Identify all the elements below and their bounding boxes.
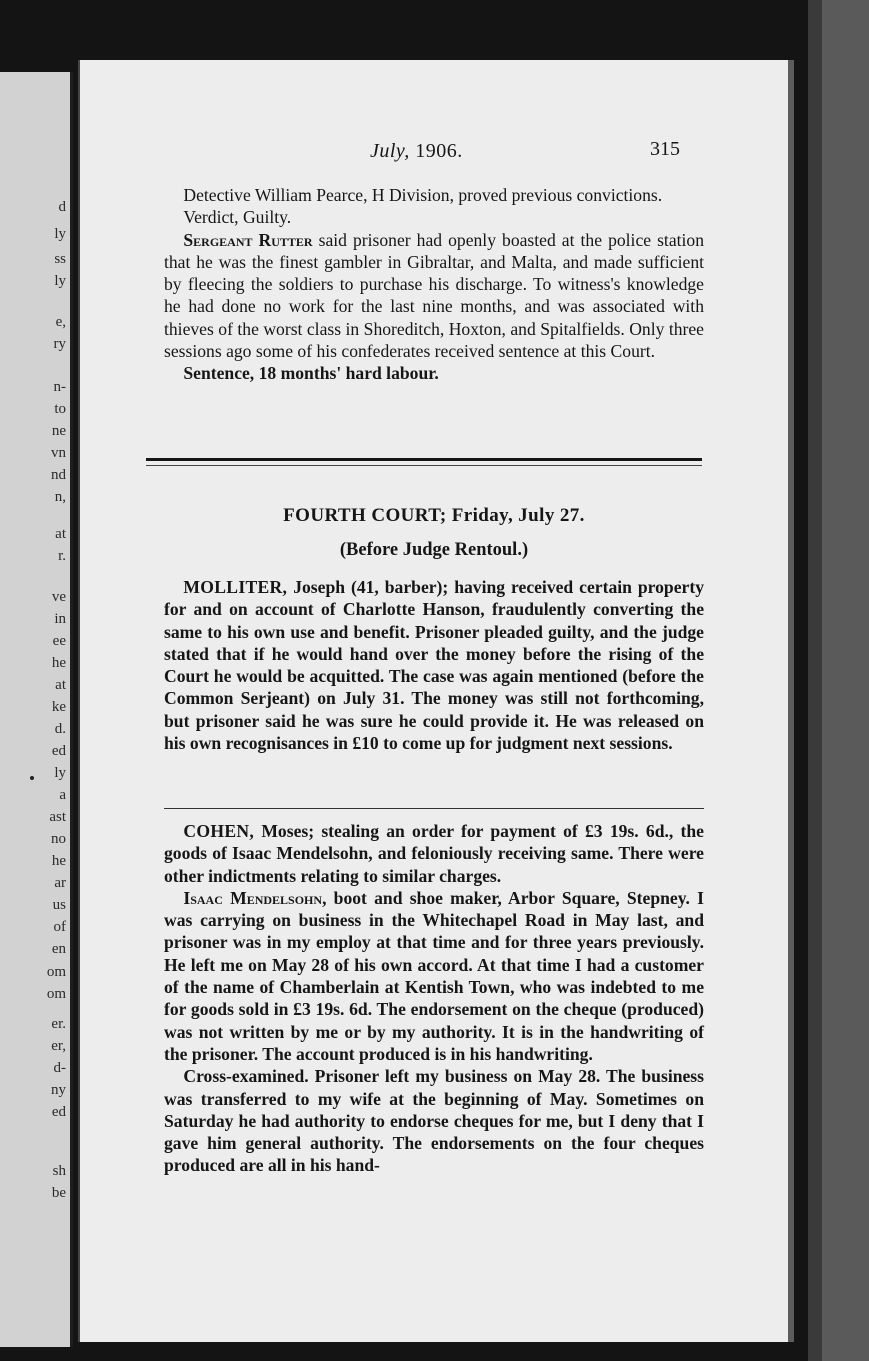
witness-name: Isaac Mendelsohn (183, 887, 323, 908)
previous-page-fragment: r. (58, 548, 66, 564)
previous-page-fragment: om (46, 964, 66, 980)
case-divider (164, 808, 704, 809)
court-date: Friday, July 27. (446, 505, 585, 526)
paragraph-verdict: Verdict, Guilty. (183, 207, 292, 228)
previous-page-fragment: er. (51, 1016, 66, 1032)
previous-page-fragment: of (53, 919, 66, 935)
previous-page-fragment: in (54, 611, 66, 627)
previous-page-fragment: ss (54, 251, 66, 267)
previous-page-fragment: er, (51, 1038, 66, 1054)
previous-page-fragment: at (55, 526, 66, 542)
paragraph-sentence: Sentence, 18 months' hard labour. (183, 363, 439, 384)
paragraph-sergeant-testimony (164, 229, 704, 363)
book-cover-edge (822, 0, 869, 1361)
previous-page-fragment: sh (52, 1163, 66, 1179)
defendant-name: COHEN, (183, 821, 255, 841)
previous-page-fragment: he (51, 655, 66, 671)
book-page (78, 60, 794, 1342)
running-title (370, 140, 463, 163)
previous-page-fragment: be (51, 1185, 66, 1201)
previous-page-fragment: at (55, 677, 66, 693)
ink-speck (30, 776, 34, 780)
previous-page-fragment: d- (53, 1060, 66, 1076)
previous-page-fragment: ee (52, 633, 66, 649)
witness-mendelsohn-testimony: Isaac Mendelsohn, boot and shoe maker, Arbor Square, Stepney. I was carrying on business in the Whitechapel Road in May last, and prisoner was in my employ at that time and for three years previously. He left me on May 28 of his own accord. At that time I had a customer of the name of Chamberlain at Kentish Town, who was indebted to me for goods sold in £3 19s. 6d. The endorsement on the cheque (produced) was not written by me or by my authority. It is in the handwriting of the prisoner. The account produced is in his handwriting. (164, 887, 705, 1064)
paragraph-previous-convictions: Detective William Pearce, H Division, proved previous convictions. (183, 185, 663, 205)
section-divider-light (146, 465, 702, 466)
previous-page-fragment: ly (54, 273, 66, 289)
case-molliter-text: MOLLITER, Joseph (41, barber); having received certain property for and on account of Charlotte Hanson, fraudulently converting the same to his own use and benefit. Prisoner pleaded guilty, and the judge stated that if he would hand over the money before the rising of the Court he would be acquitted. The case was again mentioned (before the Common Serjeant) on July 31. The money was still not forthcoming, but prisoner said he was sure he could provide it. He was released on his own recognisances in £10 to come up for judgment next sessions. (164, 577, 704, 754)
previous-page-fragment: ed (51, 743, 66, 759)
previous-page-fragment: ry (53, 336, 66, 352)
previous-page-fragment: n- (53, 379, 66, 395)
judge-heading: (Before Judge Rentoul.) (339, 540, 529, 560)
running-title-year: 1906. (415, 140, 463, 162)
previous-page-fragment: d (58, 199, 66, 215)
court-name: FOURTH COURT; (283, 505, 447, 526)
previous-page-fragment: ly (54, 765, 66, 781)
previous-page-fragment: ke (51, 699, 66, 715)
court-heading (80, 505, 788, 527)
previous-page-fragment: ve (51, 589, 66, 605)
previous-page-fragment: us (52, 897, 66, 913)
section-divider-heavy (146, 458, 702, 461)
previous-page-fragment: ar (54, 875, 66, 891)
previous-page-fragment: ne (51, 423, 66, 439)
previous-page-fragment: ed (51, 1104, 66, 1120)
witness-name: Sergeant Rutter (183, 229, 313, 250)
previous-page-edge (0, 72, 73, 1347)
previous-page-fragment: en (51, 941, 66, 957)
previous-page-fragment: he (51, 853, 66, 869)
running-title-month: July, (370, 140, 410, 162)
previous-case-conclusion (164, 184, 704, 385)
page-number: 315 (650, 138, 680, 160)
previous-page-fragment: vn (51, 445, 66, 461)
testimony-text: said prisoner had openly boasted at the police station that he was the finest gambler in Gibraltar, and Malta, and made sufficient by fleecing the soldiers to purchase his discharge. To witness's knowledge he had done no work for the last nine months, and was associated with thieves of the worst class in Shoreditch, Hoxton, and Spitalfields. Only three sessions ago some of his confederates received sentence at this Court. (164, 229, 705, 362)
previous-page-fragment: a (59, 787, 66, 803)
running-header (80, 140, 788, 170)
previous-page-fragment: to (54, 401, 66, 417)
case-cohen (164, 820, 704, 1177)
case-cohen-charge: COHEN, Moses; stealing an order for payment of £3 19s. 6d., the goods of Isaac Mendelsohn, and feloniously receiving same. There were other indictments relating to similar charges. (164, 821, 704, 886)
case-molliter (164, 576, 704, 754)
defendant-name: MOLLITER, (183, 577, 288, 597)
previous-page-fragment: n, (54, 489, 66, 505)
previous-page-fragment: ast (49, 809, 66, 825)
previous-page-fragment: om (46, 986, 66, 1002)
previous-page-fragment: nd (51, 467, 66, 483)
previous-page-fragment: ly (54, 226, 66, 242)
previous-page-fragment: no (51, 831, 66, 847)
previous-page-fragment: ny (51, 1082, 66, 1098)
cross-examination: Cross-examined. Prisoner left my business on May 28. The business was transferred to my wife at the beginning of May. Sometimes on Saturday he had authority to endorse cheques for me, but I deny that I gave him general authority. The endorsements on the four cheques produced are all in his hand- (164, 1066, 704, 1176)
previous-page-fragment: e, (55, 314, 66, 330)
previous-page-fragment: d. (54, 721, 66, 737)
